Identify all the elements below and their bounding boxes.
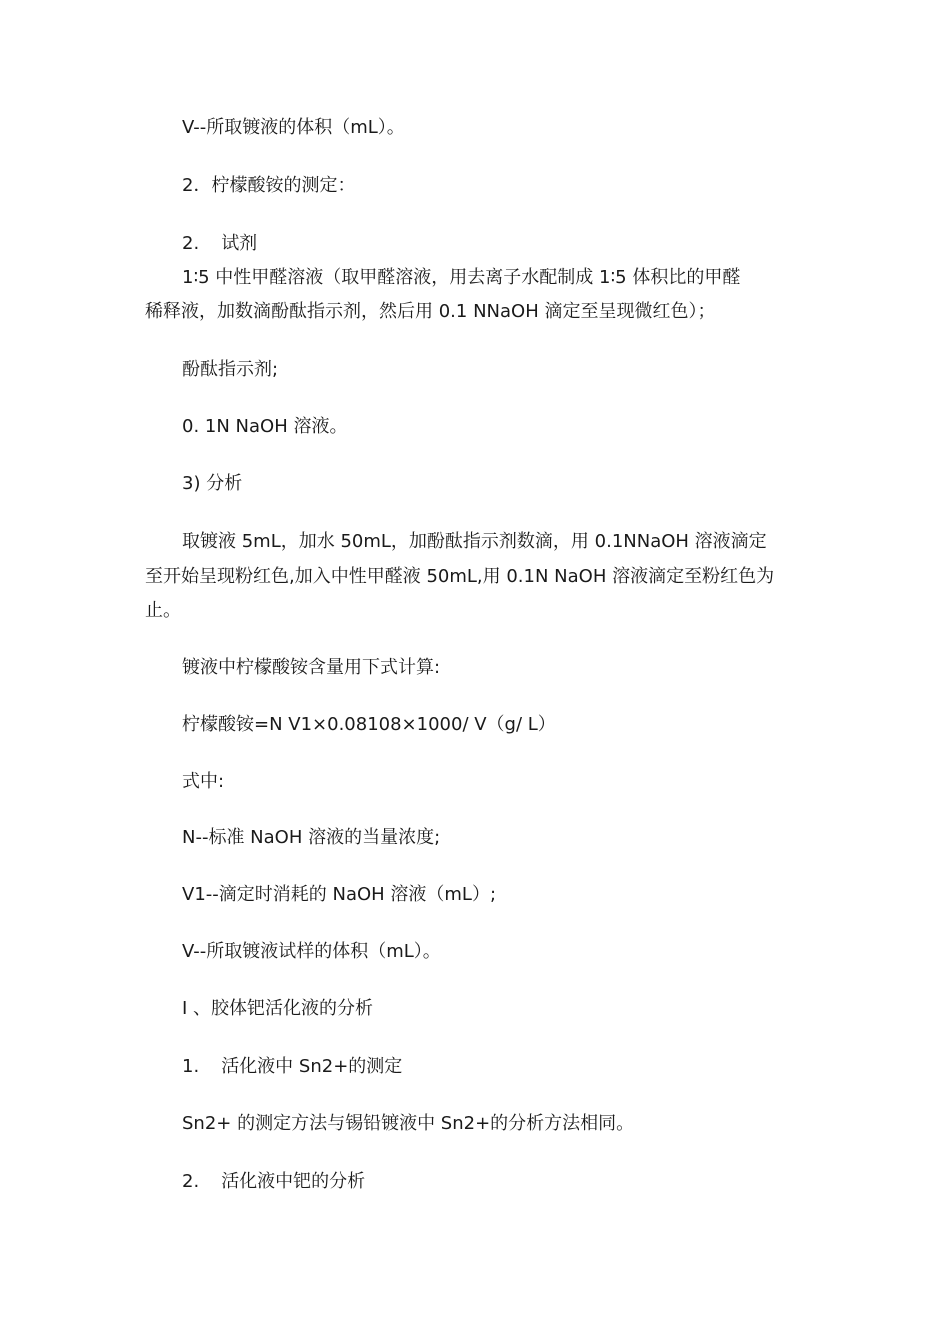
paragraph-sn2-method: Sn2+ 的测定方法与锡铅镀液中 Sn2+的分析方法相同。 [182, 1113, 635, 1134]
paragraph-formaldehyde-line-2: 稀释液，加数滴酚酞指示剂，然后用 0.1 NNaOH 滴定至呈现微红色）； [145, 301, 716, 322]
paragraph-procedure-line-1: 取镀液 5mL，加水 50mL，加酚酞指示剂数滴，用 0.1NNaOH 溶液滴定 [182, 531, 767, 552]
subheading-reagents [182, 232, 257, 256]
definition-n: N--标准 NaOH 溶液的当量浓度; [182, 827, 441, 848]
paragraph-procedure-line-3: 止。 [145, 600, 181, 621]
subheading-text: 试剂 [221, 233, 258, 254]
paragraph-volume-definition: V--所取镀液的体积（mL）。 [182, 117, 405, 138]
paragraph-phenolphthalein: 酚酞指示剂; [182, 359, 279, 380]
subheading-palladium-analysis [182, 1170, 365, 1194]
section-heading-palladium-activator: I 、胶体钯活化液的分析 [182, 998, 374, 1019]
paragraph-naoh-solution: 0. 1N NaOH 溶液。 [182, 416, 348, 437]
subheading-number: 1. [182, 1056, 200, 1077]
subheading-text: 活化液中 Sn2+的测定 [221, 1056, 403, 1077]
subheading-analysis: 3) 分析 [182, 473, 243, 494]
definition-v1: V1--滴定时消耗的 NaOH 溶液（mL）; [182, 884, 497, 905]
subheading-number: 2. [182, 233, 200, 254]
subheading-text: 活化液中钯的分析 [221, 1171, 366, 1192]
subheading-number: 2. [182, 1171, 200, 1192]
paragraph-where: 式中: [182, 771, 225, 792]
paragraph-calculation-intro: 镀液中柠檬酸铵含量用下式计算: [182, 657, 441, 678]
formula-ammonium-citrate: 柠檬酸铵=N V1×0.08108×1000/ V（g/ L） [182, 714, 556, 735]
definition-v: V--所取镀液试样的体积（mL）。 [182, 941, 441, 962]
paragraph-procedure-line-2: 至开始呈现粉红色,加入中性甲醛液 50mL,用 0.1N NaOH 溶液滴定至粉红色为 [145, 566, 775, 587]
paragraph-formaldehyde-line-1: 1∶5 中性甲醛溶液（取甲醛溶液，用去离子水配制成 1∶5 体积比的甲醛 [182, 267, 741, 288]
subheading-sn2-determination [182, 1055, 402, 1079]
section-heading-ammonium-citrate: 2．柠檬酸铵的测定： [182, 175, 356, 196]
